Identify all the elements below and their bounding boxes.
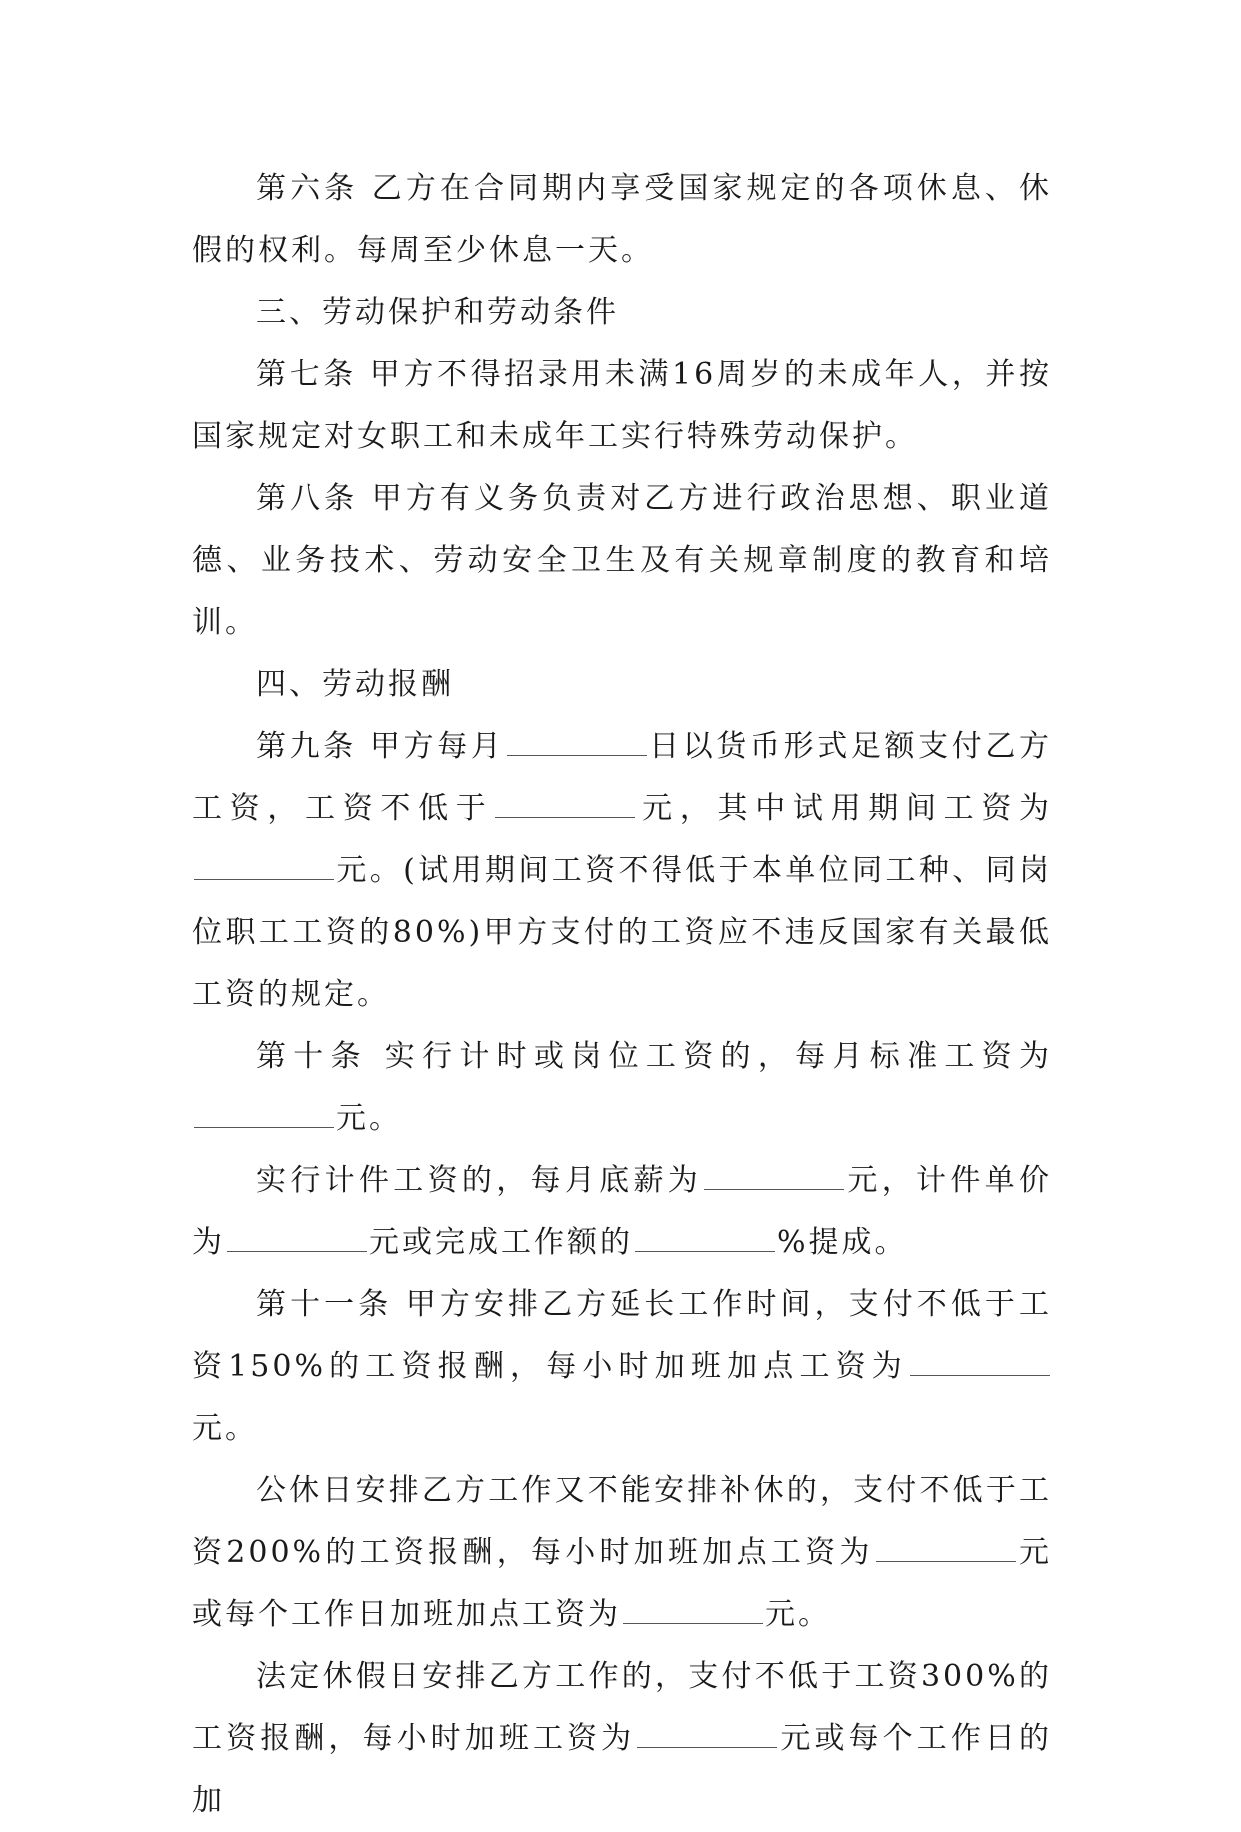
article-10-text-1: 第十条 实行计时或岗位工资的，每月标准工资为	[256, 1039, 1052, 1074]
section-heading-3	[192, 282, 1052, 344]
rest-day-clause	[192, 1460, 1052, 1646]
pay-day-blank[interactable]	[507, 729, 647, 756]
article-7	[192, 344, 1052, 468]
rest-day-hourly-blank[interactable]	[876, 1535, 1016, 1562]
commission-rate-blank[interactable]	[635, 1225, 775, 1252]
article-6	[192, 158, 1052, 282]
article-8-text: 第八条 甲方有义务负责对乙方进行政治思想、职业道德、业务技术、劳动安全卫生及有关规章制度的教育和培训。	[192, 481, 1052, 640]
article-9-text-2: 日以货币形式足额支付乙方工资，工资不低于	[192, 729, 1053, 826]
article-6-text: 第六条 乙方在合同期内享受国家规定的各项休息、休假的权利。每周至少休息一天。	[192, 171, 1052, 268]
holiday-text-1: 法定休假日安排乙方工作的，支付不低于工资300%的工资报酬，每小时加班工资为	[192, 1659, 1052, 1756]
article-9	[192, 716, 1052, 1026]
holiday-hourly-blank[interactable]	[637, 1721, 777, 1748]
article-11-text-1: 第十一条 甲方安排乙方延长工作时间，支付不低于工资150%的工资报酬，每小时加班加点工资为	[192, 1287, 1052, 1384]
probation-wage-blank[interactable]	[194, 853, 334, 880]
article-7-text: 第七条 甲方不得招录用未满16周岁的未成年人，并按国家规定对女职工和未成年工实行特殊劳动保护。	[192, 357, 1052, 454]
article-10-text-2: 元。	[336, 1101, 402, 1136]
rest-day-daily-blank[interactable]	[623, 1597, 763, 1624]
article-9-text-1: 第九条 甲方每月	[256, 729, 505, 764]
holiday-clause	[192, 1646, 1052, 1832]
piece-rate-text-4: %提成。	[777, 1225, 908, 1260]
rest-day-text-1: 公休日安排乙方工作又不能安排补休的，支付不低于工资200%的工资报酬，每小时加班加点工资为	[192, 1473, 1052, 1570]
article-9-text-3: 元，其中试用期间工资为	[637, 791, 1053, 826]
piece-rate-clause	[192, 1150, 1052, 1274]
overtime-hourly-blank[interactable]	[910, 1349, 1050, 1376]
section-heading-4	[192, 654, 1052, 716]
piece-rate-text-1: 实行计件工资的，每月底薪为	[256, 1163, 703, 1198]
contract-text	[192, 158, 1052, 1832]
article-10	[192, 1026, 1052, 1150]
base-salary-blank[interactable]	[704, 1163, 844, 1190]
rest-day-text-2: 元或每个工作日加班加点工资为	[192, 1535, 1052, 1632]
standard-wage-blank[interactable]	[194, 1101, 334, 1128]
article-11	[192, 1274, 1052, 1460]
unit-price-blank[interactable]	[227, 1225, 367, 1252]
article-8	[192, 468, 1052, 654]
section-heading-4-text: 四、劳动报酬	[256, 667, 454, 702]
piece-rate-text-2: 元，计件单价为	[192, 1163, 1053, 1260]
piece-rate-text-3: 元或完成工作额的	[369, 1225, 633, 1260]
section-heading-3-text: 三、劳动保护和劳动条件	[256, 295, 619, 330]
holiday-text-2: 元或每个工作日的加	[192, 1721, 1053, 1818]
article-11-text-2: 元。	[192, 1411, 258, 1446]
rest-day-text-3: 元。	[765, 1597, 831, 1632]
minimum-wage-blank[interactable]	[495, 791, 635, 818]
article-9-text-4: 元。(试用期间工资不得低于本单位同工种、同岗位职工工资的80%)甲方支付的工资应不违反国家有关最低工资的规定。	[192, 853, 1052, 1012]
